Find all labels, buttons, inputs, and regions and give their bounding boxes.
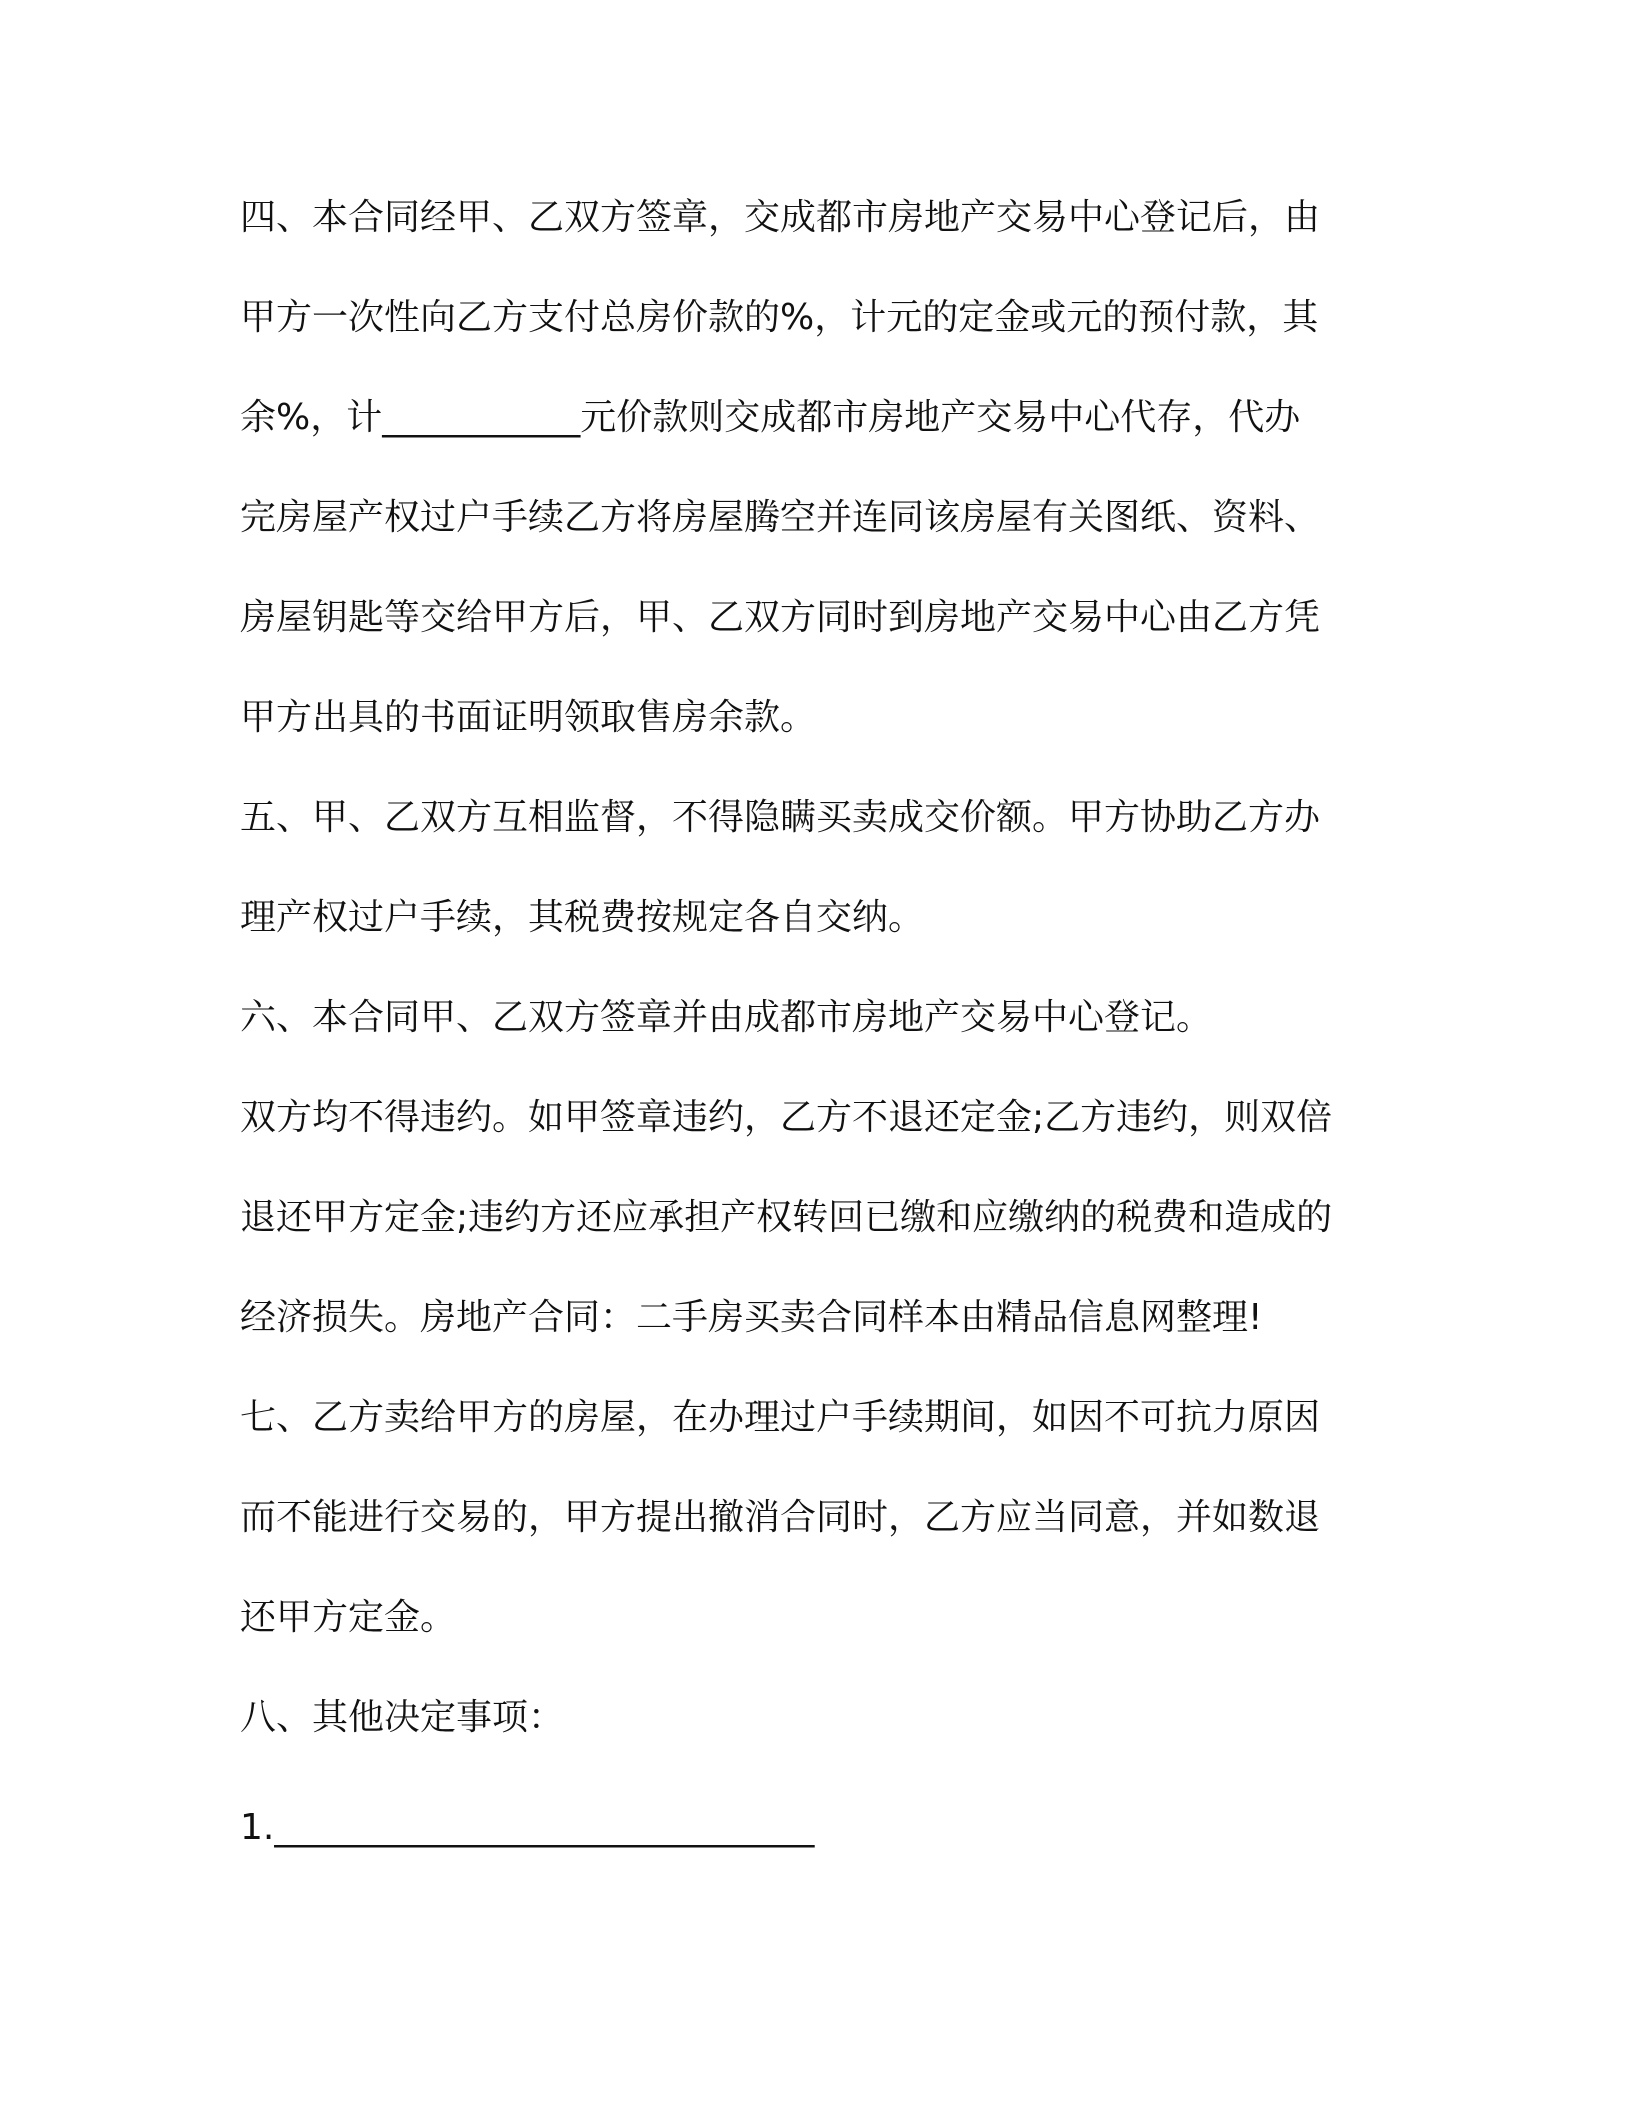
clause-6-line-2: 双方均不得违约。如甲签章违约，乙方不退还定金;乙方违约，则双倍	[240, 1097, 1333, 1138]
clause-4-line-1: 四、本合同经甲、乙双方签章，交成都市房地产交易中心登记后，由	[240, 197, 1321, 238]
clause-8-heading: 八、其他决定事项：	[240, 1697, 565, 1738]
clause-6-line-3: 退还甲方定金;违约方还应承担产权转回已缴和应缴纳的税费和造成的	[240, 1197, 1333, 1238]
clause-7-line-2: 而不能进行交易的，甲方提出撤消合同时，乙方应当同意，并如数退	[240, 1497, 1321, 1538]
clause-4-line-5: 房屋钥匙等交给甲方后，甲、乙双方同时到房地产交易中心由乙方凭	[240, 597, 1321, 638]
clause-6-line-1: 六、本合同甲、乙双方签章并由成都市房地产交易中心登记。	[240, 997, 1213, 1038]
clause-4-line-6: 甲方出具的书面证明领取售房余款。	[240, 697, 817, 738]
clause-8-item-1-blank: 1.______________________________	[240, 1807, 815, 1848]
clause-5-line-1: 五、甲、乙双方互相监督，不得隐瞒买卖成交价额。甲方协助乙方办	[240, 797, 1321, 838]
clause-4-line-4: 完房屋产权过户手续乙方将房屋腾空并连同该房屋有关图纸、资料、	[240, 497, 1321, 538]
clause-5-line-2: 理产权过户手续，其税费按规定各自交纳。	[240, 897, 925, 938]
clause-4-line-2: 甲方一次性向乙方支付总房价款的%，计元的定金或元的预付款，其	[240, 297, 1319, 338]
clause-4-line-3: 余%，计___________元价款则交成都市房地产交易中心代存，代办	[240, 397, 1301, 438]
clause-6-line-4: 经济损失。房地产合同：二手房买卖合同样本由精品信息网整理!	[240, 1297, 1263, 1338]
clause-7-line-3: 还甲方定金。	[240, 1597, 457, 1638]
clause-7-line-1: 七、乙方卖给甲方的房屋，在办理过户手续期间，如因不可抗力原因	[240, 1397, 1321, 1438]
